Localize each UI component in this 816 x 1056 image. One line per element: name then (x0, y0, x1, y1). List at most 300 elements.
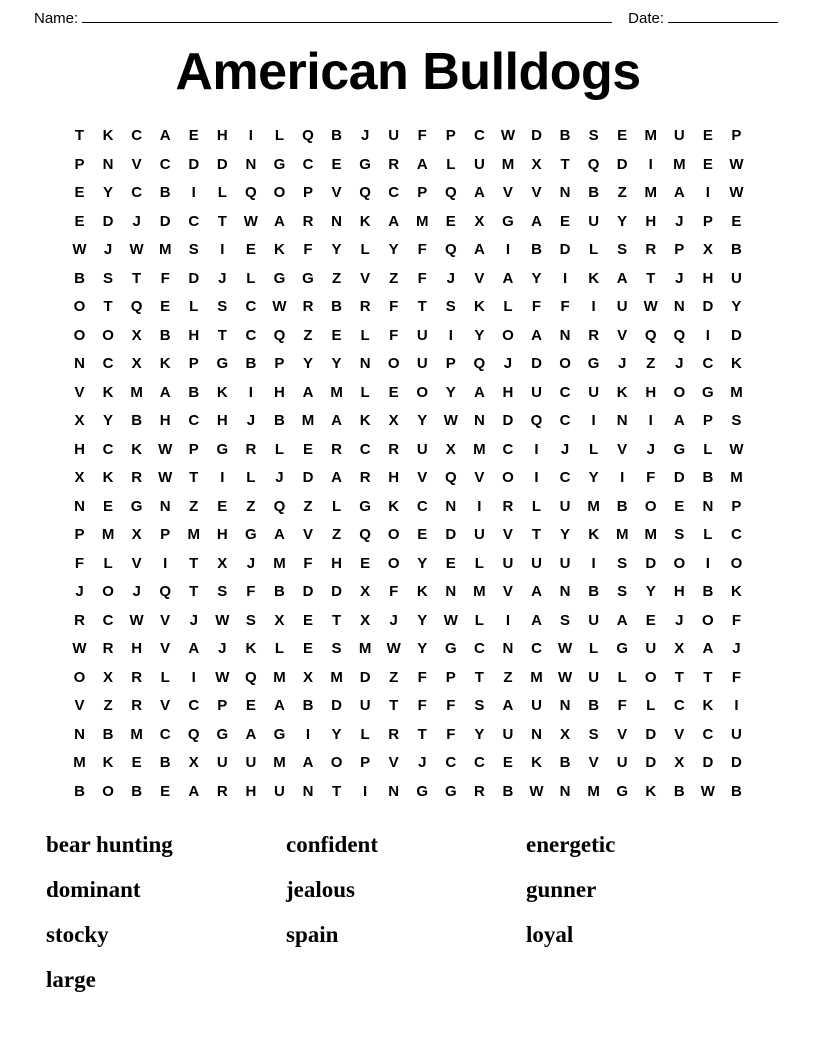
grid-cell[interactable]: I (220, 469, 225, 487)
grid-cell[interactable]: K (102, 383, 114, 401)
grid-cell[interactable]: V (674, 725, 685, 743)
grid-cell[interactable]: C (473, 754, 485, 772)
grid-cell[interactable]: N (74, 725, 85, 743)
grid-cell[interactable]: K (159, 355, 171, 373)
grid-cell[interactable]: U (416, 326, 428, 344)
grid-cell[interactable]: J (360, 127, 370, 145)
grid-cell[interactable]: F (303, 554, 313, 572)
grid-cell[interactable]: O (644, 497, 657, 515)
grid-cell[interactable]: U (473, 155, 485, 173)
grid-cell[interactable]: K (359, 412, 371, 430)
grid-cell[interactable]: C (102, 355, 114, 373)
grid-cell[interactable]: Z (646, 355, 656, 373)
grid-cell[interactable]: B (274, 583, 285, 601)
grid-cell[interactable]: E (731, 212, 742, 230)
grid-cell[interactable]: F (246, 583, 256, 601)
grid-cell[interactable]: K (616, 383, 628, 401)
grid-cell[interactable]: N (445, 497, 457, 515)
grid-cell[interactable]: L (446, 155, 456, 173)
grid-cell[interactable]: B (702, 469, 714, 487)
grid-cell[interactable]: V (74, 697, 85, 715)
grid-cell[interactable]: R (502, 497, 514, 515)
grid-cell[interactable]: I (648, 155, 653, 173)
grid-cell[interactable]: J (218, 269, 227, 287)
grid-cell[interactable]: Y (331, 725, 342, 743)
grid-cell[interactable]: V (160, 640, 171, 658)
grid-cell[interactable]: Z (331, 526, 342, 544)
grid-cell[interactable]: D (645, 554, 657, 572)
grid-cell[interactable]: B (159, 326, 171, 344)
grid-cell[interactable]: N (359, 355, 371, 373)
grid-cell[interactable]: P (702, 412, 713, 430)
grid-cell[interactable]: C (702, 725, 714, 743)
grid-cell[interactable]: K (645, 782, 657, 800)
grid-cell[interactable]: T (474, 668, 484, 686)
grid-cell[interactable]: Q (530, 412, 543, 430)
grid-cell[interactable]: B (531, 241, 542, 259)
grid-cell[interactable]: G (673, 440, 686, 458)
grid-cell[interactable]: T (417, 725, 427, 743)
grid-cell[interactable]: G (273, 269, 286, 287)
grid-cell[interactable]: F (731, 611, 742, 629)
date-write-line[interactable] (668, 8, 778, 23)
grid-cell[interactable]: X (131, 355, 142, 373)
grid-cell[interactable]: A (502, 697, 514, 715)
grid-cell[interactable]: V (502, 184, 513, 202)
grid-cell[interactable]: M (730, 469, 743, 487)
grid-cell[interactable]: T (217, 326, 227, 344)
grid-cell[interactable]: N (74, 497, 85, 515)
grid-cell[interactable]: P (445, 127, 456, 145)
grid-cell[interactable]: H (502, 383, 514, 401)
grid-cell[interactable]: A (274, 212, 285, 230)
grid-cell[interactable]: J (275, 469, 284, 487)
grid-cell[interactable]: J (246, 412, 256, 430)
grid-cell[interactable]: G (302, 269, 314, 287)
grid-cell[interactable]: O (102, 782, 114, 800)
grid-cell[interactable]: A (388, 212, 400, 230)
grid-cell[interactable]: E (103, 497, 114, 515)
grid-cell[interactable]: F (417, 668, 427, 686)
grid-cell[interactable]: M (73, 754, 86, 772)
grid-cell[interactable]: Z (389, 269, 399, 287)
grid-cell[interactable]: V (617, 440, 628, 458)
grid-cell[interactable]: C (702, 355, 714, 373)
grid-cell[interactable]: B (731, 241, 742, 259)
grid-cell[interactable]: L (703, 440, 713, 458)
grid-cell[interactable]: V (502, 583, 513, 601)
grid-cell[interactable]: W (729, 155, 744, 173)
grid-cell[interactable]: Z (103, 697, 113, 715)
grid-cell[interactable]: F (731, 668, 742, 686)
grid-cell[interactable]: B (159, 184, 171, 202)
grid-cell[interactable]: P (445, 668, 456, 686)
grid-cell[interactable]: E (360, 554, 371, 572)
grid-cell[interactable]: M (416, 212, 429, 230)
grid-cell[interactable]: R (302, 212, 314, 230)
grid-cell[interactable]: K (731, 355, 742, 373)
grid-cell[interactable]: D (531, 127, 542, 145)
grid-cell[interactable]: M (330, 668, 343, 686)
grid-cell[interactable]: D (159, 212, 171, 230)
grid-cell[interactable]: U (559, 554, 571, 572)
grid-cell[interactable]: V (131, 155, 142, 173)
grid-cell[interactable]: L (360, 326, 370, 344)
grid-cell[interactable]: L (103, 554, 113, 572)
grid-cell[interactable]: K (216, 383, 228, 401)
grid-cell[interactable]: E (302, 611, 313, 629)
grid-cell[interactable]: J (418, 754, 427, 772)
grid-cell[interactable]: D (331, 697, 342, 715)
grid-cell[interactable]: A (473, 241, 485, 259)
grid-cell[interactable]: F (389, 326, 399, 344)
grid-cell[interactable]: R (359, 298, 371, 316)
grid-cell[interactable]: V (160, 611, 171, 629)
grid-cell[interactable]: M (730, 383, 743, 401)
grid-cell[interactable]: O (502, 469, 514, 487)
grid-cell[interactable]: H (216, 412, 228, 430)
grid-cell[interactable]: L (360, 241, 370, 259)
grid-cell[interactable]: U (274, 782, 285, 800)
grid-cell[interactable]: F (617, 697, 627, 715)
grid-cell[interactable]: A (274, 526, 285, 544)
grid-cell[interactable]: D (188, 155, 200, 173)
grid-cell[interactable]: D (445, 526, 457, 544)
grid-cell[interactable]: W (129, 611, 144, 629)
grid-cell[interactable]: I (191, 184, 196, 202)
grid-cell[interactable]: K (359, 212, 371, 230)
grid-cell[interactable]: X (674, 640, 685, 658)
grid-cell[interactable]: A (331, 469, 342, 487)
grid-cell[interactable]: V (74, 383, 85, 401)
grid-cell[interactable]: C (731, 526, 742, 544)
grid-cell[interactable]: C (159, 725, 171, 743)
grid-cell[interactable]: S (617, 554, 628, 572)
grid-cell[interactable]: J (389, 611, 398, 629)
grid-cell[interactable]: H (216, 127, 228, 145)
grid-cell[interactable]: U (588, 611, 600, 629)
grid-cell[interactable]: V (474, 269, 485, 287)
grid-cell[interactable]: Q (273, 497, 286, 515)
grid-cell[interactable]: T (217, 212, 227, 230)
grid-cell[interactable]: F (417, 697, 427, 715)
name-write-line[interactable] (82, 8, 612, 23)
grid-cell[interactable]: G (273, 155, 286, 173)
grid-cell[interactable]: M (473, 440, 486, 458)
grid-cell[interactable]: P (274, 355, 285, 373)
grid-cell[interactable]: U (731, 269, 742, 287)
grid-cell[interactable]: S (731, 412, 742, 430)
grid-cell[interactable]: C (188, 212, 200, 230)
grid-cell[interactable]: S (331, 640, 342, 658)
grid-cell[interactable]: L (589, 640, 599, 658)
grid-cell[interactable]: A (531, 326, 542, 344)
grid-cell[interactable]: W (215, 668, 230, 686)
grid-cell[interactable]: A (274, 697, 285, 715)
grid-cell[interactable]: W (72, 241, 87, 259)
grid-cell[interactable]: K (731, 583, 742, 601)
grid-cell[interactable]: U (645, 640, 657, 658)
grid-cell[interactable]: P (731, 127, 742, 145)
grid-cell[interactable]: T (531, 526, 542, 544)
grid-cell[interactable]: F (303, 241, 313, 259)
grid-cell[interactable]: N (559, 782, 571, 800)
grid-cell[interactable]: H (159, 412, 171, 430)
grid-cell[interactable]: R (588, 326, 600, 344)
grid-cell[interactable]: G (273, 725, 286, 743)
grid-cell[interactable]: U (245, 754, 257, 772)
grid-cell[interactable]: G (587, 355, 600, 373)
grid-cell[interactable]: U (616, 298, 628, 316)
grid-cell[interactable]: Z (389, 668, 399, 686)
grid-cell[interactable]: N (302, 782, 314, 800)
grid-cell[interactable]: U (616, 754, 628, 772)
grid-cell[interactable]: T (703, 668, 713, 686)
grid-cell[interactable]: X (131, 526, 142, 544)
grid-cell[interactable]: A (673, 184, 685, 202)
grid-cell[interactable]: A (416, 155, 428, 173)
grid-cell[interactable]: D (731, 326, 742, 344)
grid-cell[interactable]: Q (444, 469, 457, 487)
grid-cell[interactable]: A (673, 412, 685, 430)
grid-cell[interactable]: U (588, 212, 600, 230)
grid-cell[interactable]: T (560, 155, 570, 173)
grid-cell[interactable]: L (160, 668, 170, 686)
grid-cell[interactable]: C (388, 184, 400, 202)
grid-cell[interactable]: J (189, 611, 198, 629)
grid-cell[interactable]: C (531, 640, 542, 658)
grid-cell[interactable]: F (560, 298, 570, 316)
grid-cell[interactable]: P (731, 497, 742, 515)
grid-cell[interactable]: I (505, 241, 511, 259)
grid-cell[interactable]: Q (187, 725, 200, 743)
grid-cell[interactable]: S (617, 241, 628, 259)
grid-cell[interactable]: M (358, 640, 372, 658)
grid-cell[interactable]: X (302, 668, 313, 686)
grid-cell[interactable]: O (330, 754, 343, 772)
grid-cell[interactable]: J (503, 355, 513, 373)
grid-cell[interactable]: V (502, 526, 513, 544)
grid-cell[interactable]: W (729, 440, 744, 458)
grid-cell[interactable]: V (302, 526, 313, 544)
grid-cell[interactable]: F (74, 554, 85, 572)
grid-cell[interactable]: Y (417, 611, 428, 629)
grid-cell[interactable]: L (617, 668, 627, 686)
grid-cell[interactable]: Y (560, 526, 571, 544)
grid-cell[interactable]: O (416, 383, 429, 401)
grid-cell[interactable]: W (729, 184, 744, 202)
grid-cell[interactable]: F (446, 697, 456, 715)
grid-cell[interactable]: M (301, 412, 315, 430)
grid-cell[interactable]: A (159, 127, 171, 145)
grid-cell[interactable]: H (388, 469, 400, 487)
grid-cell[interactable]: F (389, 298, 399, 316)
grid-cell[interactable]: N (159, 497, 171, 515)
grid-cell[interactable]: S (617, 583, 628, 601)
grid-cell[interactable]: Z (617, 184, 627, 202)
grid-cell[interactable]: G (216, 355, 229, 373)
grid-cell[interactable]: J (103, 241, 113, 259)
grid-cell[interactable]: T (132, 269, 142, 287)
grid-cell[interactable]: Q (444, 241, 457, 259)
grid-cell[interactable]: J (446, 269, 455, 287)
grid-cell[interactable]: Q (130, 298, 143, 316)
grid-cell[interactable]: K (531, 754, 542, 772)
grid-cell[interactable]: Z (331, 269, 342, 287)
grid-cell[interactable]: I (248, 383, 253, 401)
grid-cell[interactable]: N (445, 583, 457, 601)
grid-cell[interactable]: P (360, 754, 371, 772)
grid-cell[interactable]: K (274, 241, 285, 259)
grid-cell[interactable]: S (245, 611, 256, 629)
grid-cell[interactable]: E (388, 383, 399, 401)
grid-cell[interactable]: H (645, 212, 657, 230)
grid-cell[interactable]: H (645, 383, 657, 401)
grid-cell[interactable]: A (702, 640, 714, 658)
grid-cell[interactable]: N (559, 697, 571, 715)
grid-cell[interactable]: I (591, 554, 596, 572)
grid-cell[interactable]: V (388, 754, 399, 772)
grid-cell[interactable]: D (531, 355, 542, 373)
grid-cell[interactable]: D (302, 469, 314, 487)
grid-cell[interactable]: T (389, 697, 399, 715)
grid-cell[interactable]: J (675, 212, 684, 230)
grid-cell[interactable]: K (102, 754, 114, 772)
grid-cell[interactable]: B (616, 497, 628, 515)
grid-cell[interactable]: M (130, 725, 143, 743)
grid-cell[interactable]: S (560, 611, 571, 629)
grid-cell[interactable]: B (274, 412, 285, 430)
grid-cell[interactable]: B (588, 697, 600, 715)
grid-cell[interactable]: Y (474, 326, 485, 344)
grid-cell[interactable]: J (618, 355, 627, 373)
grid-cell[interactable]: M (330, 383, 343, 401)
grid-cell[interactable]: B (588, 184, 600, 202)
grid-cell[interactable]: A (331, 412, 342, 430)
grid-cell[interactable]: B (731, 782, 742, 800)
grid-cell[interactable]: Y (617, 212, 628, 230)
grid-cell[interactable]: X (360, 583, 371, 601)
grid-cell[interactable]: G (359, 497, 371, 515)
grid-cell[interactable]: W (386, 640, 401, 658)
grid-cell[interactable]: Y (417, 640, 428, 658)
grid-cell[interactable]: I (620, 469, 625, 487)
grid-cell[interactable]: L (503, 298, 513, 316)
grid-cell[interactable]: W (557, 668, 573, 686)
word-search-grid[interactable] (68, 122, 748, 806)
grid-cell[interactable]: R (388, 440, 400, 458)
grid-cell[interactable]: R (302, 298, 314, 316)
grid-cell[interactable]: E (245, 697, 256, 715)
grid-cell[interactable]: E (217, 497, 228, 515)
grid-cell[interactable]: P (417, 184, 428, 202)
grid-cell[interactable]: V (617, 326, 628, 344)
grid-cell[interactable]: O (387, 526, 400, 544)
grid-cell[interactable]: Q (644, 326, 657, 344)
grid-cell[interactable]: Y (103, 412, 114, 430)
grid-cell[interactable]: U (531, 554, 542, 572)
grid-cell[interactable]: M (473, 583, 486, 601)
grid-cell[interactable]: B (559, 754, 571, 772)
grid-cell[interactable]: Y (302, 355, 313, 373)
grid-cell[interactable]: R (388, 155, 400, 173)
grid-cell[interactable]: C (445, 754, 457, 772)
grid-cell[interactable]: C (559, 412, 571, 430)
grid-cell[interactable]: Y (474, 725, 485, 743)
grid-cell[interactable]: D (502, 412, 514, 430)
grid-cell[interactable]: O (644, 668, 657, 686)
grid-cell[interactable]: O (73, 298, 86, 316)
grid-cell[interactable]: D (102, 212, 114, 230)
grid-cell[interactable]: Z (303, 497, 313, 515)
grid-cell[interactable]: W (557, 640, 573, 658)
grid-cell[interactable]: Z (189, 497, 199, 515)
grid-cell[interactable]: C (102, 611, 114, 629)
grid-cell[interactable]: X (702, 241, 713, 259)
grid-cell[interactable]: A (188, 782, 200, 800)
grid-cell[interactable]: K (588, 526, 600, 544)
grid-cell[interactable]: E (674, 497, 685, 515)
grid-cell[interactable]: P (702, 212, 713, 230)
grid-cell[interactable]: U (588, 383, 600, 401)
grid-cell[interactable]: W (529, 782, 544, 800)
grid-cell[interactable]: F (389, 583, 399, 601)
grid-cell[interactable]: N (331, 212, 342, 230)
grid-cell[interactable]: U (388, 127, 400, 145)
grid-cell[interactable]: L (274, 640, 285, 658)
grid-cell[interactable]: Y (645, 583, 656, 601)
grid-cell[interactable]: U (359, 697, 371, 715)
grid-cell[interactable]: X (188, 754, 199, 772)
grid-cell[interactable]: S (674, 526, 685, 544)
grid-cell[interactable]: V (474, 469, 485, 487)
grid-cell[interactable]: J (218, 640, 227, 658)
grid-cell[interactable]: F (646, 469, 656, 487)
grid-cell[interactable]: E (160, 782, 171, 800)
grid-cell[interactable]: E (331, 155, 342, 173)
grid-cell[interactable]: Y (103, 184, 114, 202)
grid-cell[interactable]: B (331, 298, 342, 316)
grid-cell[interactable]: I (705, 326, 710, 344)
grid-cell[interactable]: Y (445, 383, 456, 401)
grid-cell[interactable]: E (560, 212, 571, 230)
grid-cell[interactable]: L (274, 440, 285, 458)
grid-cell[interactable]: A (159, 383, 171, 401)
grid-cell[interactable]: H (702, 269, 714, 287)
grid-cell[interactable]: V (531, 184, 542, 202)
grid-cell[interactable]: Q (587, 155, 600, 173)
grid-cell[interactable]: T (417, 298, 427, 316)
grid-cell[interactable]: N (502, 640, 514, 658)
grid-cell[interactable]: S (445, 298, 456, 316)
grid-cell[interactable]: E (302, 440, 313, 458)
grid-cell[interactable]: E (74, 212, 85, 230)
grid-cell[interactable]: E (131, 754, 142, 772)
grid-cell[interactable]: Y (588, 469, 599, 487)
grid-cell[interactable]: A (502, 269, 514, 287)
grid-cell[interactable]: R (131, 697, 143, 715)
grid-cell[interactable]: K (416, 583, 428, 601)
grid-cell[interactable]: O (102, 583, 114, 601)
grid-cell[interactable]: X (388, 412, 399, 430)
grid-cell[interactable]: Z (303, 326, 313, 344)
grid-cell[interactable]: U (473, 526, 485, 544)
grid-cell[interactable]: L (217, 184, 227, 202)
grid-cell[interactable]: X (274, 611, 285, 629)
grid-cell[interactable]: W (643, 298, 658, 316)
grid-cell[interactable]: K (245, 640, 257, 658)
grid-cell[interactable]: E (645, 611, 656, 629)
